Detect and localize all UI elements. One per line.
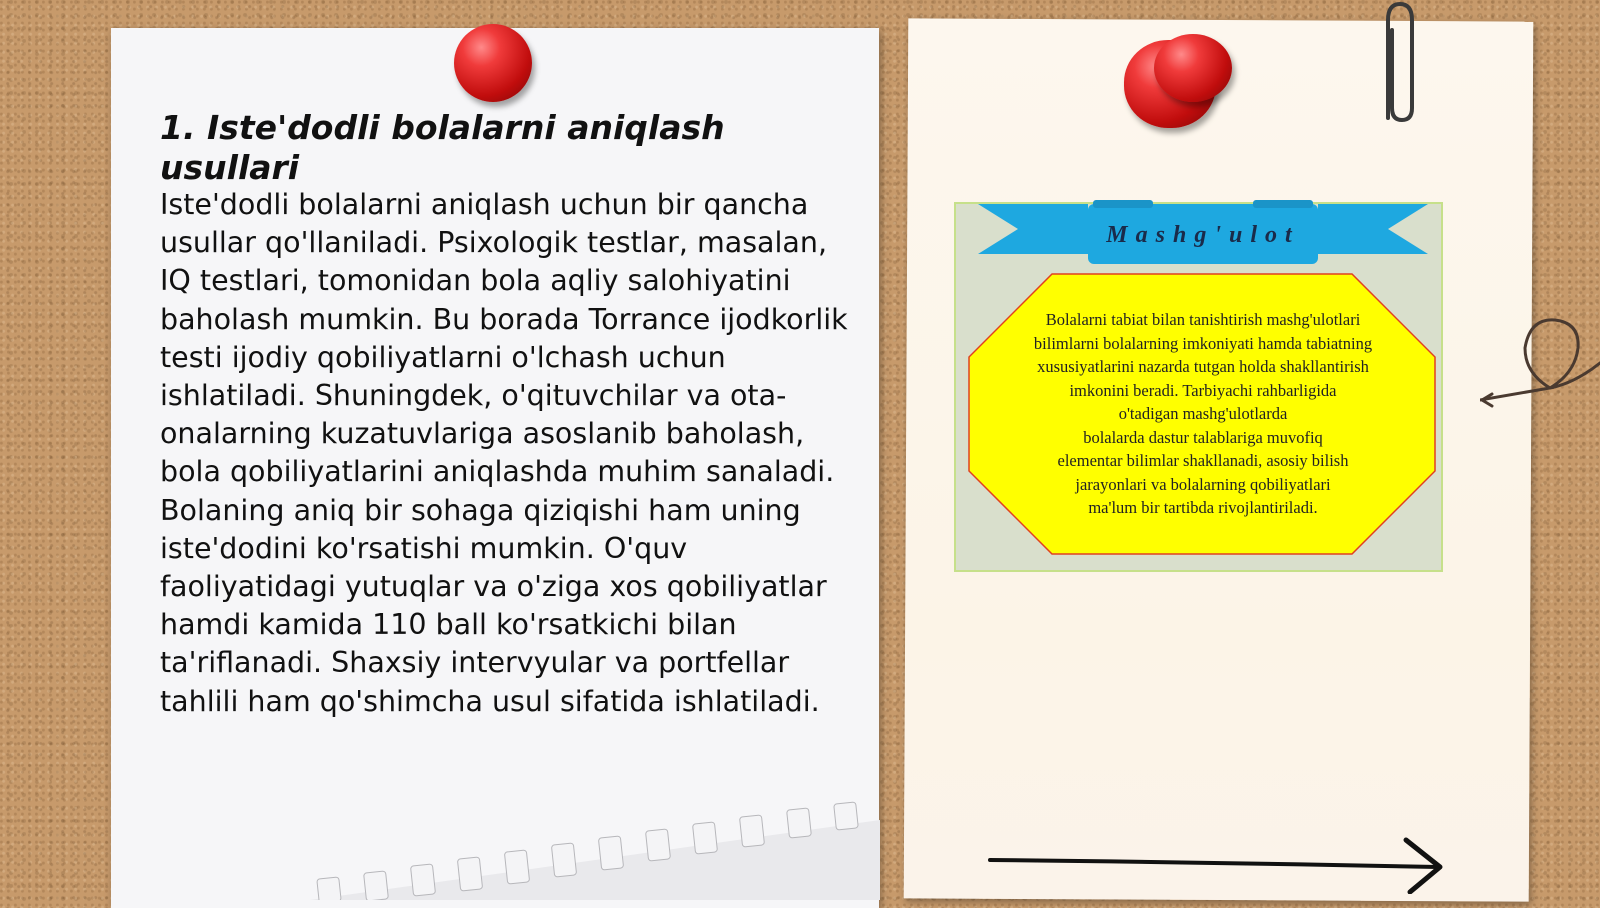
push-pin-head-icon bbox=[1154, 34, 1232, 102]
string-doodle-icon bbox=[1480, 308, 1600, 408]
torn-tabs-decoration bbox=[310, 800, 880, 900]
lesson-description: Bolalarni tabiat bilan tanishtirish mashg'ulotlari bilimlarni bolalarning imkoniyati hamda tabiatning xususiyatlarini nazarda tutgan holda shakllantirish imkonini beradi. Tarbiyachi rahbarligida o'tadigan mashg'ulotlarda bolalarda dastur talablariga muvofiq elementar bilimlar shakllanadi, asosiy bilish jarayonlari va bolalarning qobiliyatlari ma'lum bir tartibda rivojlantiriladi. bbox=[1033, 310, 1373, 517]
note-title: 1. Iste'dodli bolalarni aniqlash usullari bbox=[160, 108, 725, 187]
arrow-right-icon bbox=[986, 836, 1448, 894]
banner-title: Mashg'ulot bbox=[1106, 222, 1300, 248]
push-pin-icon bbox=[454, 24, 532, 102]
note-body: Iste'dodli bolalarni aniqlash uchun bir qancha usullar qo'llaniladi. Psixologik testlar, masalan, IQ testlari, tomonidan bola aqliy salohiyatini baholash mumkin. Bu borada Torrance ijodkorlik testi ijodiy qobiliyatlarni o'lchash uchun ishlatiladi. Shuningdek, o'qituvchilar va ota-onalarning kuzatuvlariga asoslanib baholash, bola qobiliyatlarini aniqlashda muhim sanaladi. Bolaning aniq bir sohaga qiziqishi ham uning iste'dodini ko'rsatishi mumkin. O'quv faoliyatidagi yutuqlar va o'ziga xos qobiliyatlar hamdi kamida 110 ball ko'rsatkichi bilan ta'riflanadi. Shaxsiy intervyular va portfellar tahlili ham qo'shimcha usul sifatida ishlatiladi. bbox=[160, 188, 848, 718]
paperclip-icon bbox=[1374, 0, 1424, 125]
